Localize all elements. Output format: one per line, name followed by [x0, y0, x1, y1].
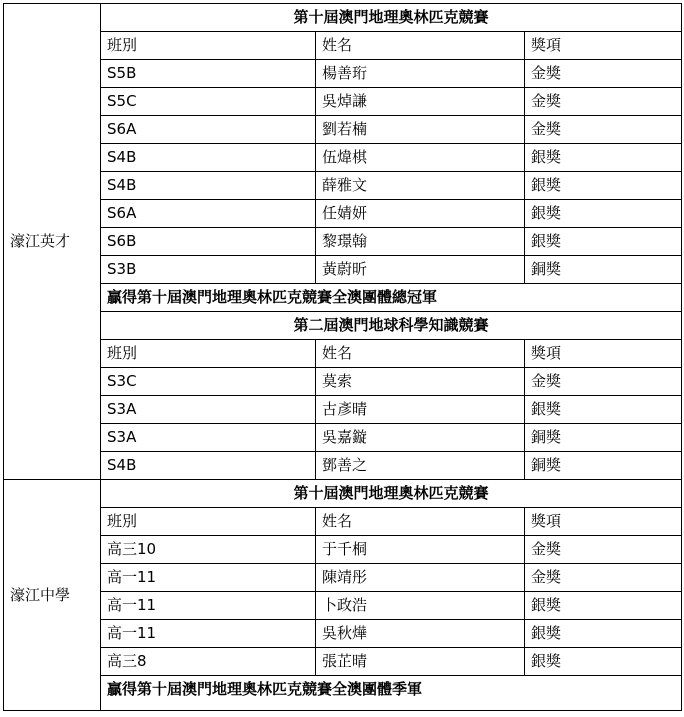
header-name: 姓名: [316, 32, 525, 60]
cell-class: S5B: [101, 60, 316, 88]
cell-award: 金獎: [525, 536, 682, 564]
cell-name: 黃蔚昕: [316, 256, 525, 284]
cell-class: S4B: [101, 172, 316, 200]
table-row: [4, 256, 682, 284]
cell-name: 卜政浩: [316, 592, 525, 620]
header-name: 姓名: [316, 508, 525, 536]
cell-name: 莫索: [316, 368, 525, 396]
cell-award: 銅獎: [525, 452, 682, 480]
cell-name: 張芷晴: [316, 648, 525, 676]
cell-class: S6B: [101, 228, 316, 256]
cell-class: S3A: [101, 396, 316, 424]
table-row: [4, 452, 682, 480]
cell-award: 銀獎: [525, 648, 682, 676]
cell-class: S3A: [101, 424, 316, 452]
table-row: [4, 648, 682, 676]
cell-award: 銀獎: [525, 396, 682, 424]
header-award: 獎項: [525, 32, 682, 60]
cell-class: 高一11: [101, 592, 316, 620]
cell-award: 金獎: [525, 60, 682, 88]
cell-class: S6A: [101, 116, 316, 144]
cell-name: 吳焯謙: [316, 88, 525, 116]
header-class: 班別: [101, 32, 316, 60]
competition-title: 第十屆澳門地理奧林匹克競賽: [101, 4, 682, 32]
header-row: [4, 32, 682, 60]
cell-award: 銀獎: [525, 172, 682, 200]
team-result: 贏得第十屆澳門地理奧林匹克競賽全澳團體總冠軍: [101, 284, 682, 312]
table-row: [4, 564, 682, 592]
table-row: [4, 116, 682, 144]
table-row: [4, 144, 682, 172]
table-row: [4, 60, 682, 88]
competition-title-row: [4, 312, 682, 340]
table-row: [4, 424, 682, 452]
header-award: 獎項: [525, 340, 682, 368]
cell-name: 于千桐: [316, 536, 525, 564]
awards-table: [3, 3, 682, 711]
cell-name: 鄧善之: [316, 452, 525, 480]
table-row: [4, 200, 682, 228]
cell-class: 高三10: [101, 536, 316, 564]
competition-title-row: [4, 480, 682, 508]
table-row: [4, 172, 682, 200]
header-name: 姓名: [316, 340, 525, 368]
table-row: [4, 620, 682, 648]
cell-name: 黎璟翰: [316, 228, 525, 256]
cell-name: 伍煒棋: [316, 144, 525, 172]
cell-name: 吳秋燁: [316, 620, 525, 648]
school-name: 濠江英才: [4, 4, 101, 480]
cell-award: 銅獎: [525, 256, 682, 284]
table-row: [4, 228, 682, 256]
cell-name: 薛雅文: [316, 172, 525, 200]
table-row: [4, 88, 682, 116]
cell-class: S6A: [101, 200, 316, 228]
competition-title-row: [4, 4, 682, 32]
header-row: [4, 508, 682, 536]
cell-award: 銀獎: [525, 592, 682, 620]
header-class: 班別: [101, 340, 316, 368]
table-row: [4, 396, 682, 424]
cell-award: 銀獎: [525, 200, 682, 228]
cell-class: 高一11: [101, 620, 316, 648]
header-row: [4, 340, 682, 368]
cell-name: 劉若楠: [316, 116, 525, 144]
cell-name: 吳嘉鏇: [316, 424, 525, 452]
school-name: 濠江中學: [4, 480, 101, 711]
cell-award: 銀獎: [525, 228, 682, 256]
cell-name: 陳靖彤: [316, 564, 525, 592]
cell-name: 楊善珩: [316, 60, 525, 88]
team-result: 贏得第十屆澳門地理奧林匹克競賽全澳團體季軍: [101, 676, 682, 711]
cell-class: 高三8: [101, 648, 316, 676]
cell-class: S4B: [101, 452, 316, 480]
cell-name: 古彥晴: [316, 396, 525, 424]
cell-award: 金獎: [525, 116, 682, 144]
cell-name: 任婧妍: [316, 200, 525, 228]
cell-class: S3C: [101, 368, 316, 396]
table-row: [4, 368, 682, 396]
cell-award: 銀獎: [525, 144, 682, 172]
cell-class: 高一11: [101, 564, 316, 592]
table-row: [4, 592, 682, 620]
cell-award: 金獎: [525, 368, 682, 396]
cell-class: S3B: [101, 256, 316, 284]
cell-class: S4B: [101, 144, 316, 172]
summary-row: [4, 676, 682, 711]
cell-award: 金獎: [525, 88, 682, 116]
cell-award: 金獎: [525, 564, 682, 592]
summary-row: [4, 284, 682, 312]
competition-title: 第十屆澳門地理奧林匹克競賽: [101, 480, 682, 508]
header-class: 班別: [101, 508, 316, 536]
table-row: [4, 536, 682, 564]
cell-award: 銀獎: [525, 620, 682, 648]
header-award: 獎項: [525, 508, 682, 536]
cell-award: 銅獎: [525, 424, 682, 452]
cell-class: S5C: [101, 88, 316, 116]
competition-title: 第二屆澳門地球科學知識競賽: [101, 312, 682, 340]
